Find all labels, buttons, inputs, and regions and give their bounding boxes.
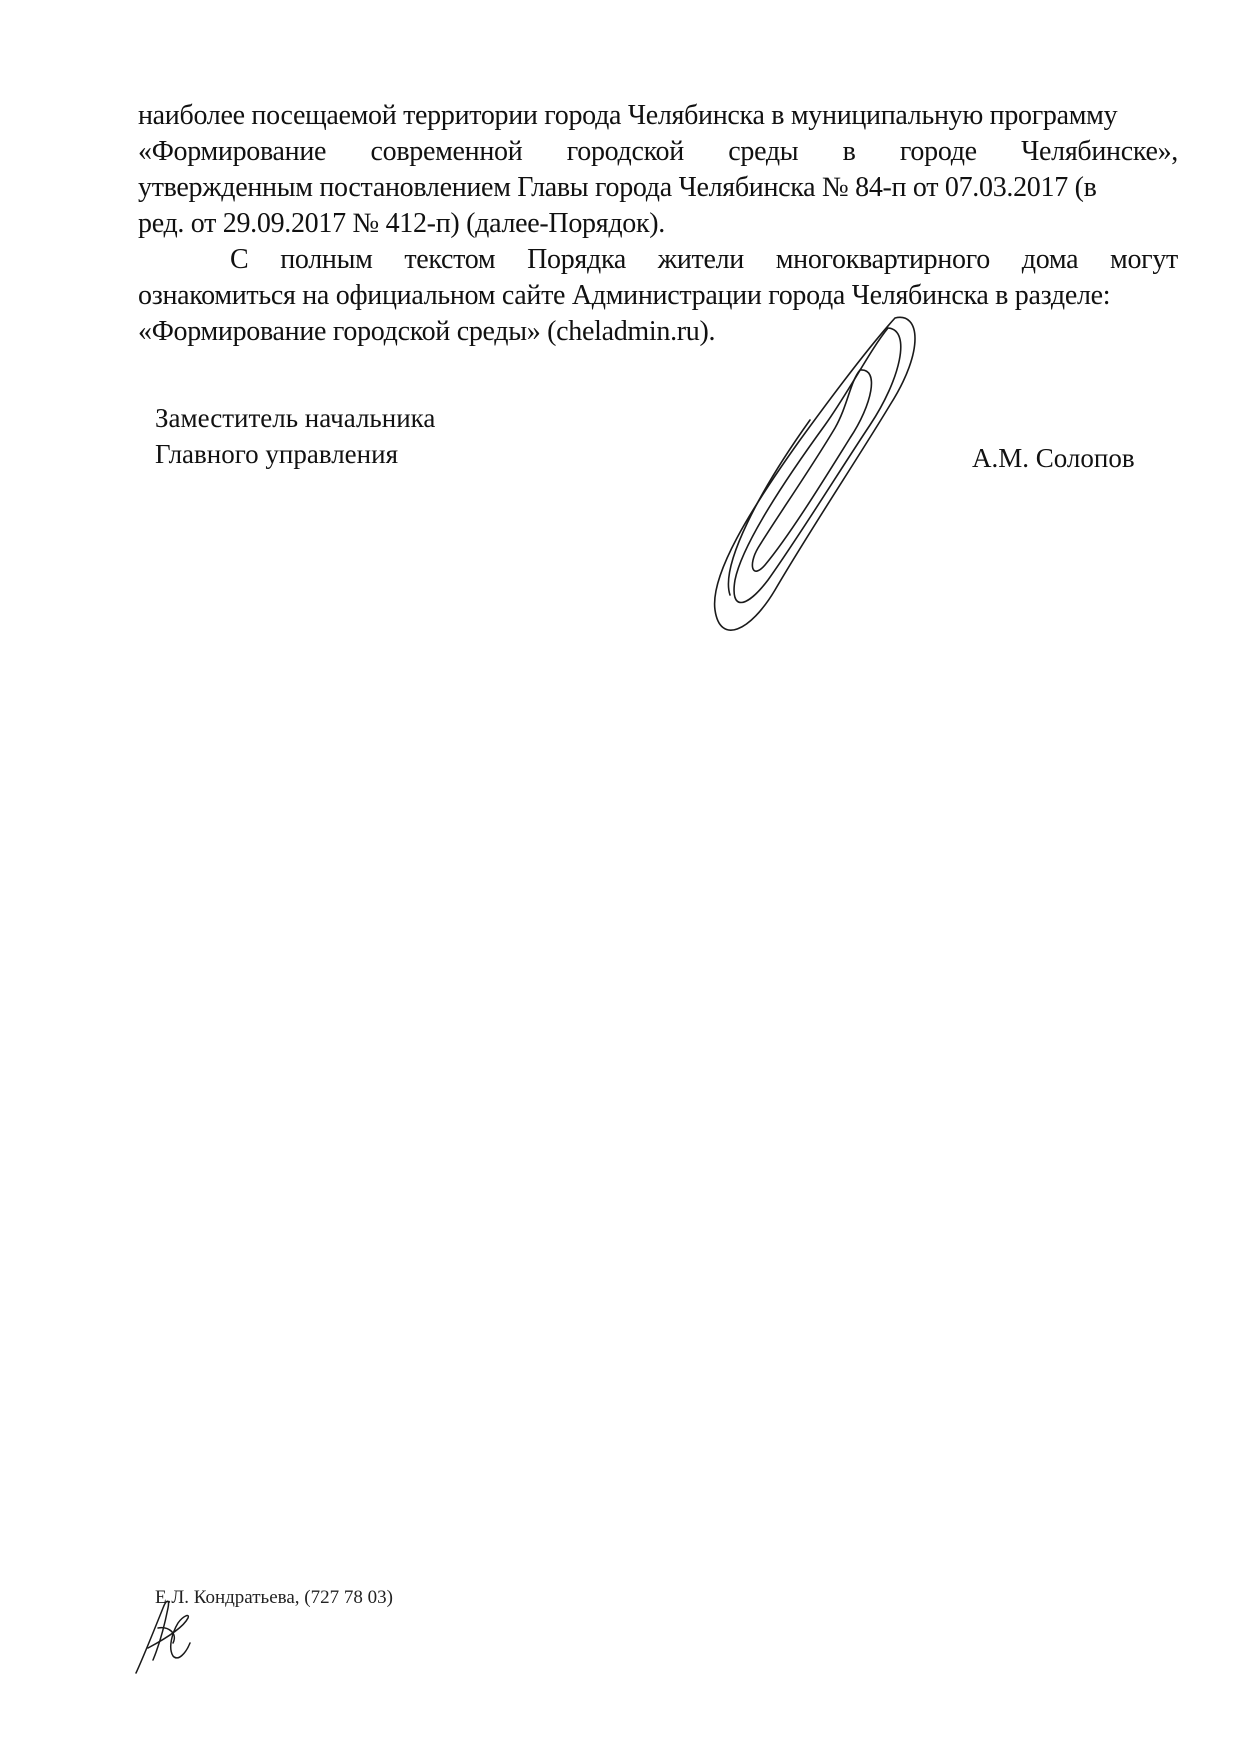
paragraph-1-line-2: «Формирование современной городской среды в городе Челябинске», [138,136,1178,167]
paragraph-1-line-1: наиболее посещаемой территории города Челябинска в муниципальную программу [138,100,1118,131]
handwritten-signature [690,310,940,650]
signatory-title-line-2: Главного управления [155,439,398,469]
paragraph-1-line-4: ред. от 29.09.2017 № 412-п) (далее-Порядок). [138,208,665,239]
paragraph-1-line-3: утвержденным постановлением Главы города Челябинска № 84-п от 07.03.2017 (в [138,172,1097,203]
signatory-title [155,400,435,472]
signatory-title-line-1: Заместитель начальника [155,403,436,433]
paragraph-2-line-2: ознакомиться на официальном сайте Администрации города Челябинска в разделе: [138,280,1111,311]
paragraph-2-line-3: «Формирование городской среды» (cheladmin.ru). [138,316,716,347]
signatory-name: А.М. Солопов [972,443,1135,473]
executor-contact: Е.Л. Кондратьева, (727 78 03) [155,1587,393,1608]
handwritten-initials [128,1588,208,1678]
letter-body [138,98,1178,350]
paragraph-2-line-1: С полным текстом Порядка жители многоквартирного дома могут [230,244,1178,275]
